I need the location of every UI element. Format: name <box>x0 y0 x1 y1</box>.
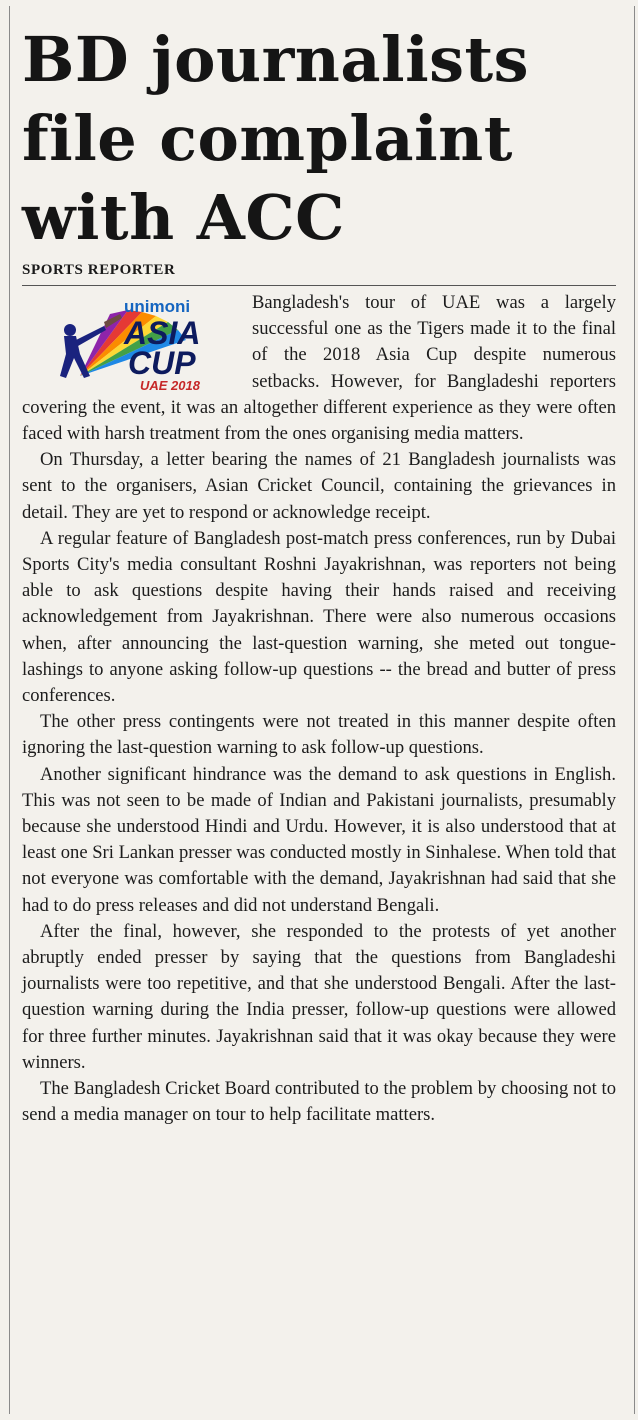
paragraph-3: A regular feature of Bangladesh post-match press conferences, run by Dubai Sports City's media consultant Roshni Jayakrishnan, was reporters not being able to ask questions despite having their hands raised and receiving acknowledgement from Jayakrishnan. There were also numerous occasions when, after announcing the last-question warning, she meted out tongue-lashings to anyone asking follow-up questions -- the bread and butter of press conferences. <box>22 527 616 707</box>
article-body <box>22 290 616 1129</box>
paragraph-5: Another significant hindrance was the demand to ask questions in English. This was not seen to be made of Indian and Pakistani journalists, presumably because she understood Hindi and Urdu. However, it is also understood that at least one Sri Lankan presser was conducted mostly in Sinhalese. When told that not everyone was comfortable with the demand, Jayakrishnan had said that she had to do press releases and did not understand Bengali. <box>22 763 617 916</box>
cricket-batsman-icon <box>20 296 240 394</box>
byline-divider <box>22 285 616 286</box>
paragraph-6: After the final, however, she responded to the protests of yet another abruptly ended presser by saying that the questions from Bangladeshi journalists were too repetitive, and that she understood Bengali. After the last-question warning during the India presser, follow-up questions were allowed for three further minutes. Jayakrishnan said that it was okay because they were winners. <box>22 920 616 1073</box>
column-rule-right <box>634 6 635 1414</box>
headline-line-1: BD journalists <box>22 23 530 96</box>
headline-line-3: with ACC <box>22 181 346 254</box>
paragraph-7: The Bangladesh Cricket Board contributed to the problem by choosing not to send a media manager on tour to help facilitate matters. <box>22 1078 616 1126</box>
logo-sponsor: unimoni <box>124 297 191 316</box>
column-rule-left <box>9 6 10 1414</box>
paragraph-1: Bangladesh's tour of UAE was a largely successful one as the Tigers made it to the final of the 2018 Asia Cup despite numerous setbacks. However, for Bangladeshi reporters covering the event, it was an altogether different experience as they were often faced with harsh treatment from the ones organising media matters. <box>22 292 616 445</box>
logo-title-1: ASIA <box>124 315 201 351</box>
logo-title-2: CUP <box>128 345 196 381</box>
paragraph-2: On Thursday, a letter bearing the names of 21 Bangladesh journalists was sent to the organisers, Asian Cricket Council, containing the grievances in detail. They are yet to respond or acknowledge receipt. <box>22 449 616 523</box>
logo-subtitle: UAE 2018 <box>140 378 200 393</box>
article <box>22 20 618 1129</box>
headline <box>22 20 618 257</box>
byline: SPORTS REPORTER <box>22 262 176 278</box>
headline-line-2: file complaint <box>22 102 513 175</box>
paragraph-4: The other press contingents were not treated in this manner despite often ignoring the last-question warning to ask follow-up questions. <box>22 711 616 759</box>
asia-cup-logo <box>20 296 240 394</box>
